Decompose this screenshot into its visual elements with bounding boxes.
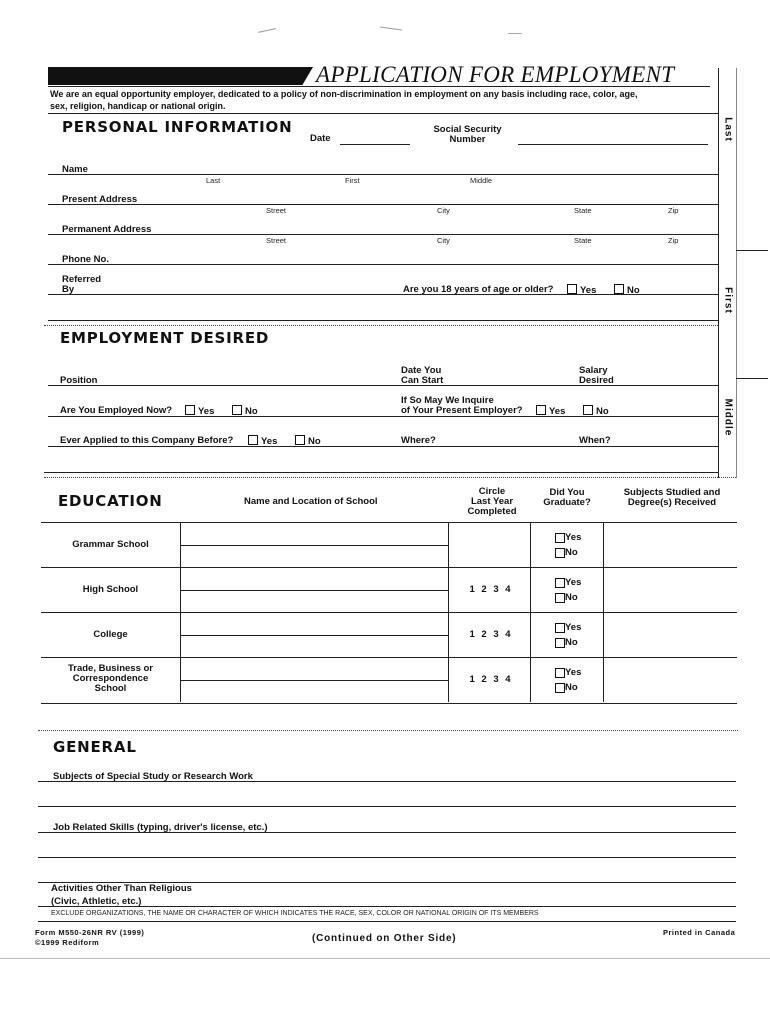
activities-field-2[interactable] [38, 906, 736, 907]
continued-note: (Continued on Other Side) [312, 933, 457, 944]
sublabel-last: Last [206, 176, 221, 185]
side-border-outer [736, 68, 737, 478]
table-row-divider [41, 567, 737, 568]
form-number: Form M550-26NR RV (1999) [35, 928, 145, 937]
sublabel-zip: Zip [668, 236, 679, 245]
label-permanent-address: Permanent Address [62, 224, 152, 235]
label-referred-by: By [62, 284, 75, 295]
label-can-start: Can Start [401, 375, 444, 386]
high-school-yes-label: Yes [565, 577, 582, 588]
table-row-trade: Trade, Business or [67, 663, 153, 674]
col-circle-last-year: Last Year [470, 496, 514, 507]
label-inquire: If So May We Inquire [401, 395, 494, 406]
col-graduate: Did You [549, 487, 585, 498]
exclude-note: EXCLUDE ORGANIZATIONS, THE NAME OR CHARACTER OF WHICH INDICATES THE RACE, SEX, COLOR OR NATIONAL ORIGIN OF ITS MEMBERS [51, 910, 539, 917]
section-heading-general: GENERAL [53, 738, 137, 756]
grammar-yes-checkbox[interactable] [555, 533, 565, 543]
side-tab-middle: Middle [722, 398, 734, 437]
label-referred: Referred [62, 274, 102, 285]
applied-no-checkbox[interactable] [295, 435, 305, 445]
side-tab-last: Last [722, 117, 734, 142]
sublabel-state: State [574, 236, 592, 245]
trade-no-label: No [565, 682, 578, 693]
label-when: When? [579, 435, 611, 446]
applied-yes-option[interactable]: Yes [248, 435, 277, 447]
grammar-no-checkbox[interactable] [555, 548, 565, 558]
sublabel-state: State [574, 206, 592, 215]
section-divider [44, 477, 736, 478]
age-no-checkbox[interactable] [614, 284, 624, 294]
table-row-trade-2: Correspondence [72, 673, 149, 684]
label-job-skills: Job Related Skills (typing, driver's license, etc.) [53, 822, 268, 833]
position-field[interactable] [48, 385, 718, 386]
printed-in: Printed in Canada [663, 928, 736, 937]
table-col-divider [180, 522, 181, 702]
side-border [718, 68, 719, 478]
present-address-field[interactable] [48, 204, 718, 205]
table-col-divider [530, 522, 531, 702]
label-salary-desired: Desired [579, 375, 614, 386]
sublabel-street: Street [266, 236, 287, 245]
col-school: Name and Location of School [244, 496, 378, 507]
applied-field[interactable] [48, 446, 718, 447]
side-tab-first: First [722, 287, 734, 314]
school-field[interactable] [180, 635, 448, 636]
col-circle-completed: Completed [467, 506, 517, 517]
trade-no-checkbox[interactable] [555, 683, 565, 693]
college-yes-checkbox[interactable] [555, 623, 565, 633]
job-skills-field[interactable] [38, 832, 736, 833]
age-yes-option[interactable]: Yes [567, 284, 596, 296]
section-heading-education: EDUCATION [58, 492, 163, 510]
permanent-address-field[interactable] [48, 234, 718, 235]
high-school-years[interactable]: 1 2 3 4 [469, 584, 511, 595]
age-yes-checkbox[interactable] [567, 284, 577, 294]
section-heading-employment: EMPLOYMENT DESIRED [60, 329, 270, 347]
col-circle: Circle [478, 486, 506, 497]
applied-yes-checkbox[interactable] [248, 435, 258, 445]
school-field[interactable] [180, 590, 448, 591]
job-skills-field-2[interactable] [38, 857, 736, 858]
section-heading-personal: PERSONAL INFORMATION [62, 118, 293, 136]
rule [48, 320, 718, 321]
ssn-field[interactable] [518, 144, 708, 145]
label-date: Date [310, 133, 331, 144]
table-col-divider [448, 522, 449, 702]
high-school-no-label: No [565, 592, 578, 603]
section-divider [44, 325, 718, 326]
employed-no-checkbox[interactable] [232, 405, 242, 415]
table-col-divider [603, 522, 604, 702]
college-no-checkbox[interactable] [555, 638, 565, 648]
col-degrees: Degree(s) Received [627, 497, 717, 508]
label-salary: Salary [579, 365, 608, 376]
label-where: Where? [401, 435, 436, 446]
title-bar [48, 67, 313, 85]
rule [38, 921, 736, 922]
page-bottom-edge [0, 958, 770, 959]
date-field[interactable] [340, 144, 410, 145]
label-name: Name [62, 164, 88, 175]
label-date-start: Date You [401, 365, 442, 376]
rule [48, 113, 718, 114]
high-school-yes-checkbox[interactable] [555, 578, 565, 588]
side-tab-line [736, 378, 768, 379]
sublabel-middle: Middle [470, 176, 493, 185]
employed-yes-checkbox[interactable] [185, 405, 195, 415]
special-study-field-2[interactable] [38, 806, 736, 807]
section-divider [38, 730, 738, 731]
college-yes-label: Yes [565, 622, 582, 633]
label-employed-now: Are You Employed Now? [60, 405, 173, 416]
employed-yes-option[interactable]: Yes [185, 405, 214, 417]
title-underline [48, 86, 710, 87]
table-row-high-school: High School [82, 584, 139, 595]
table-row-divider [41, 612, 737, 613]
trade-years[interactable]: 1 2 3 4 [469, 674, 511, 685]
col-graduate-q: Graduate? [543, 497, 591, 508]
name-field[interactable] [48, 174, 718, 175]
label-inquire-employer: of Your Present Employer? [401, 405, 523, 416]
rule [48, 416, 718, 417]
label-present-address: Present Address [62, 194, 138, 205]
college-years[interactable]: 1 2 3 4 [469, 629, 511, 640]
label-ssn: Social Security [433, 124, 502, 135]
employed-no-option[interactable]: No [232, 405, 258, 417]
trade-yes-checkbox[interactable] [555, 668, 565, 678]
table-row-grammar: Grammar School [72, 539, 149, 550]
inquire-no-checkbox[interactable] [583, 405, 593, 415]
college-no-label: No [565, 637, 578, 648]
side-tab-line [736, 250, 768, 251]
col-subjects: Subjects Studied and [623, 487, 721, 498]
scan-mark [380, 26, 402, 30]
label-position: Position [60, 375, 98, 386]
label-age-question: Are you 18 years of age or older? [403, 284, 554, 295]
label-applied-before: Ever Applied to this Company Before? [60, 435, 234, 446]
high-school-no-checkbox[interactable] [555, 593, 565, 603]
school-field[interactable] [180, 680, 448, 681]
inquire-no-option[interactable]: No [583, 405, 609, 417]
label-activities: Activities Other Than Religious [51, 883, 192, 894]
special-study-field[interactable] [38, 781, 736, 782]
sublabel-first: First [345, 176, 360, 185]
sublabel-street: Street [266, 206, 287, 215]
scan-mark [508, 33, 522, 34]
eeo-statement-cont: sex, religion, handicap or national origin. [50, 101, 226, 111]
phone-field[interactable] [48, 264, 718, 265]
applied-no-option[interactable]: No [295, 435, 321, 447]
label-phone: Phone No. [62, 254, 109, 265]
trade-yes-label: Yes [565, 667, 582, 678]
activities-field[interactable] [38, 882, 736, 883]
label-special-study: Subjects of Special Study or Research Work [53, 771, 253, 782]
grammar-no-label: No [565, 547, 578, 558]
inquire-yes-option[interactable]: Yes [536, 405, 565, 417]
sublabel-zip: Zip [668, 206, 679, 215]
label-activities-civic: (Civic, Athletic, etc.) [51, 896, 142, 907]
table-row-divider [41, 657, 737, 658]
label-ssn-number: Number [449, 134, 486, 145]
sublabel-city: City [437, 236, 450, 245]
table-row-college: College [93, 629, 128, 640]
eeo-statement: We are an equal opportunity employer, dedicated to a policy of non-discrimination in employment on any basis including race, color, age, [50, 89, 638, 99]
copyright: ©1999 Rediform [35, 938, 100, 947]
sublabel-city: City [437, 206, 450, 215]
table-row-trade-3: School [94, 683, 127, 694]
grammar-yes-label: Yes [565, 532, 582, 543]
scan-mark [258, 28, 276, 33]
inquire-yes-checkbox[interactable] [536, 405, 546, 415]
rule [44, 472, 718, 473]
age-no-option[interactable]: No [614, 284, 640, 296]
school-field[interactable] [180, 545, 448, 546]
page-title: APPLICATION FOR EMPLOYMENT [316, 62, 675, 87]
